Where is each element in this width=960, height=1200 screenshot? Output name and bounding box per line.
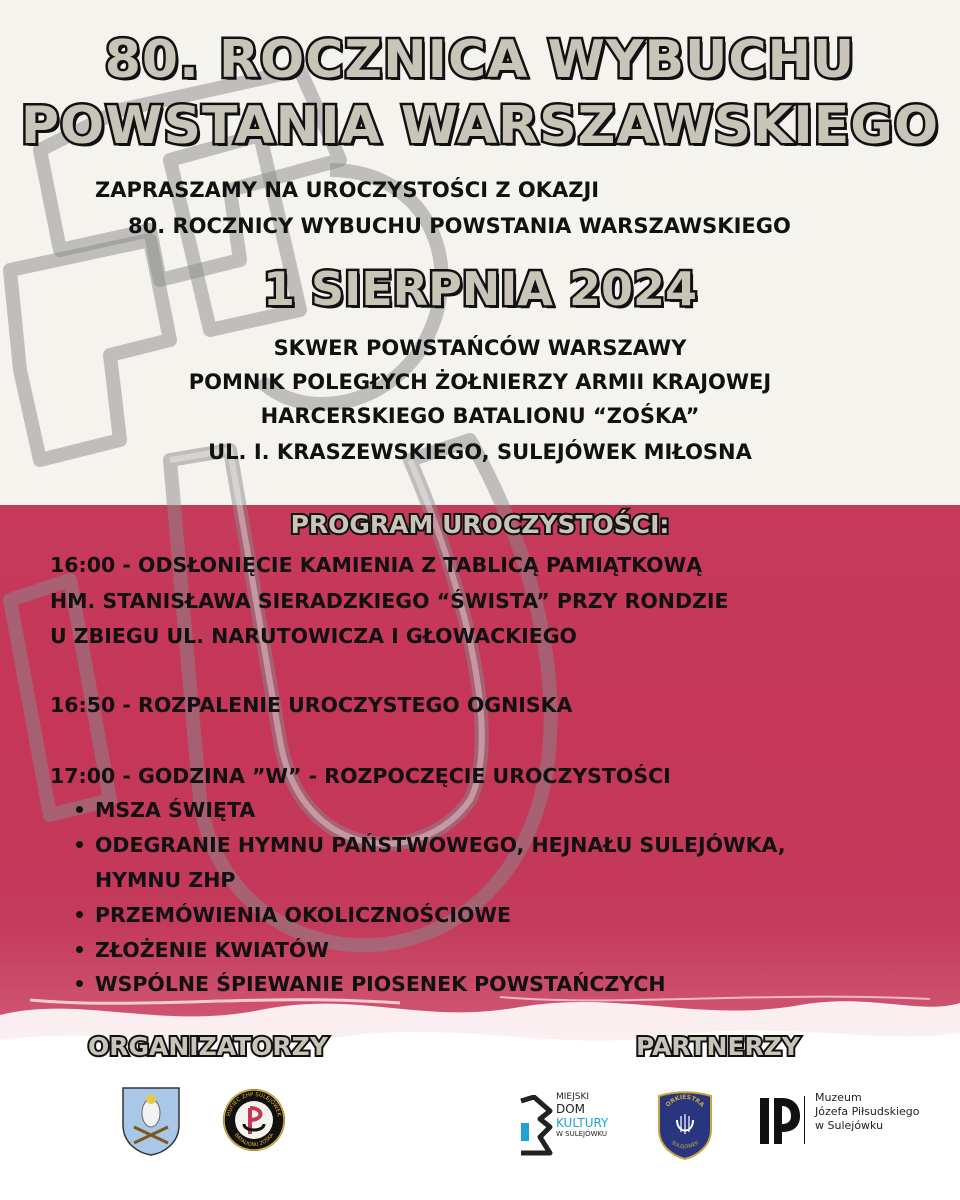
- svg-text:ORKIESTRA: ORKIESTRA: [664, 1093, 706, 1109]
- main-title-line2: POWSTANIA WARSZAWSKIEGO: [20, 96, 940, 156]
- svg-text:HUFIEC ZHP SULEJÓWEK: HUFIEC ZHP SULEJÓWEK: [226, 1091, 282, 1117]
- bullet-dot-icon: [76, 806, 83, 813]
- invite-line2: 80. ROCZNICY WYBUCHU POWSTANIA WARSZAWSKIEGO: [128, 214, 791, 238]
- program-bullet: MSZA ŚWIĘTA: [76, 798, 255, 822]
- organizers-title: ORGANIZATORZY: [88, 1032, 328, 1061]
- program-title: PROGRAM UROCZYSTOŚCI:: [290, 510, 670, 539]
- program-bullet-continuation: HYMNU ZHP: [95, 868, 236, 892]
- program-item2: 16:50 - ROZPALENIE UROCZYSTEGO OGNISKA: [50, 693, 573, 717]
- program-bullet: ODEGRANIE HYMNU PAŃSTWOWEGO, HEJNAŁU SULEJÓWKA,: [76, 833, 786, 857]
- bullet-dot-icon: [76, 980, 83, 987]
- program-bullet: ZŁOŻENIE KWIATÓW: [76, 938, 329, 962]
- partners-title: PARTNERZY: [636, 1032, 801, 1061]
- event-date: 1 SIERPNIA 2024: [262, 262, 698, 316]
- program-item1-line1: 16:00 - ODSŁONIĘCIE KAMIENIA Z TABLICĄ PAMIĄTKOWĄ: [50, 553, 703, 577]
- program-item1-line3: U ZBIEGU UL. NARUTOWICZA I GŁOWACKIEGO: [50, 624, 577, 648]
- mdk-logo-icon: [518, 1095, 554, 1157]
- location-line2: POMNIK POLEGŁYCH ŻOŁNIERZY ARMII KRAJOWEJ: [188, 370, 772, 394]
- location-line4: UL. I. KRASZEWSKIEGO, SULEJÓWEK MIŁOSNA: [208, 440, 752, 464]
- main-title-line1: 80. ROCZNICA WYBUCHU: [104, 30, 856, 90]
- location-line1: SKWER POWSTAŃCÓW WARSZAWY: [273, 336, 687, 360]
- sulejowek-coat-of-arms-icon: [120, 1085, 182, 1157]
- museum-divider: [804, 1096, 805, 1144]
- bullet-dot-icon: [76, 841, 83, 848]
- program-bullet: WSPÓLNE ŚPIEWANIE PIOSENEK POWSTAŃCZYCH: [76, 972, 666, 996]
- orchestra-badge-icon: [655, 1090, 715, 1160]
- bullet-dot-icon: [76, 911, 83, 918]
- program-bullet: PRZEMÓWIENIA OKOLICZNOŚCIOWE: [76, 903, 511, 927]
- svg-text:SULEJÓWEK: SULEJÓWEK: [670, 1139, 700, 1151]
- svg-text:BATALIONU ZOŚKA: BATALIONU ZOŚKA: [232, 1132, 276, 1149]
- location-line3: HARCERSKIEGO BATALIONU “ZOŚKA”: [260, 404, 700, 428]
- museum-pilsudski-logo-icon: [760, 1098, 800, 1144]
- bullet-dot-icon: [76, 946, 83, 953]
- program-item3: 17:00 - GODZINA ”W” - ROZPOCZĘCIE UROCZYSTOŚCI: [50, 764, 671, 788]
- program-item1-line2: HM. STANISŁAWA SIERADZKIEGO “ŚWISTA” PRZY RONDZIE: [50, 589, 729, 613]
- invite-line1: ZAPRASZAMY NA UROCZYSTOŚCI Z OKAZJI: [95, 178, 600, 202]
- hufiec-zhp-badge-text: [222, 1088, 286, 1152]
- museum-text: Muzeum Józefa Piłsudskiego w Sulejówku: [815, 1091, 920, 1132]
- mdk-text: MIEJSKI DOM KULTURY W SULEJÓWKU: [556, 1092, 609, 1138]
